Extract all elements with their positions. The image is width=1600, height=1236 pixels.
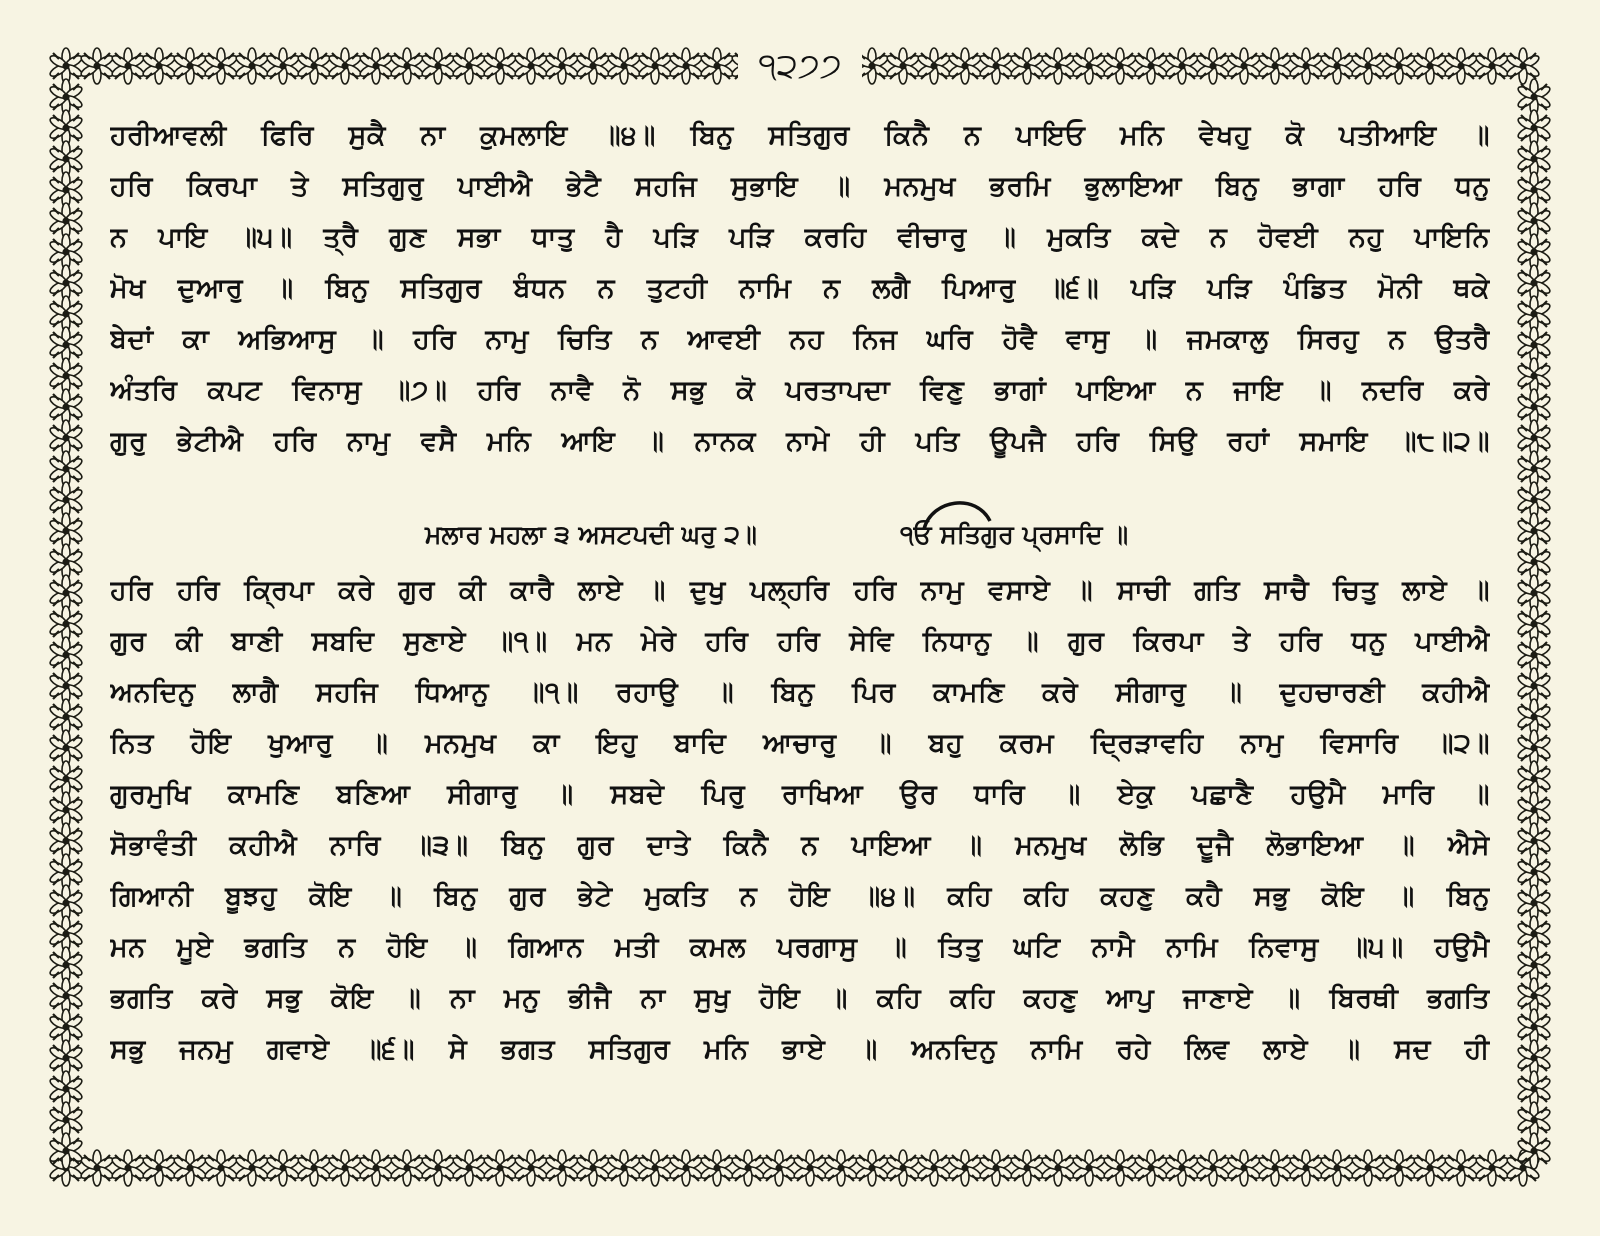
flower-ornament-icon: [978, 1150, 1013, 1186]
flower-ornament-icon: [141, 1150, 176, 1186]
text-line: ਨ ਪਾਇ ॥੫॥ ਤ੍ਰੈ ਗੁਣ ਸਭਾ ਧਾਤੁ ਹੈ ਪੜਿ ਪੜਿ ਕਰਹਿ ਵੀਚਾਰੁ ॥ ਮੁਕਤਿ ਕਦੇ ਨ ਹੋਵਈ ਨਹੁ ਪਾਇਨਿ: [110, 222, 1490, 253]
flower-ornament-icon: [823, 1150, 858, 1186]
flower-ornament-icon: [327, 1150, 362, 1186]
flower-ornament-icon: [1133, 48, 1168, 84]
text-line: ਗੁਰਮੁਖਿ ਕਾਮਣਿ ਬਣਿਆ ਸੀਗਾਰੁ ॥ ਸਬਦੇ ਪਿਰੁ ਰਾਖਿਆ ਉਰ ਧਾਰਿ ॥ ਏਕੁ ਪਛਾਣੈ ਹਉਮੈ ਮਾਰਿ ॥: [110, 779, 1490, 810]
flower-ornament-icon: [1381, 48, 1416, 84]
flower-ornament-icon: [1071, 1150, 1106, 1186]
flower-ornament-icon: [575, 48, 610, 84]
flower-ornament-icon: [1195, 48, 1230, 84]
flower-ornament-icon: [885, 1150, 920, 1186]
flower-ornament-icon: [1040, 48, 1075, 84]
flower-ornament-icon: [451, 48, 486, 84]
flower-ornament-icon: [1226, 1150, 1261, 1186]
flower-ornament-icon: [1257, 48, 1292, 84]
flower-ornament-icon: [668, 1150, 703, 1186]
text-line: ਹਰਿ ਹਰਿ ਕ੍ਰਿਪਾ ਕਰੇ ਗੁਰ ਕੀ ਕਾਰੈ ਲਾਏ ॥ ਦੁਖੁ ਪਲ੍ਹਰਿ ਹਰਿ ਨਾਮੁ ਵਸਾਏ ॥ ਸਾਚੀ ਗਤਿ ਸਾਚੈ ਚਿਤੁ ਲਾਏ ॥: [110, 575, 1490, 606]
flower-ornament-icon: [544, 48, 579, 84]
flower-ornament-icon: [172, 1150, 207, 1186]
flower-ornament-icon: [1443, 48, 1478, 84]
flower-ornament-icon: [389, 48, 424, 84]
flower-ornament-icon: [1288, 1150, 1323, 1186]
flower-ornament-icon: [730, 1150, 765, 1186]
flower-ornament-icon: [916, 1150, 951, 1186]
flower-ornament-icon: [854, 1150, 889, 1186]
flower-ornament-icon: [885, 48, 920, 84]
flower-ornament-icon: [234, 48, 269, 84]
text-line: ਗੁਰ ਕੀ ਬਾਣੀ ਸਬਦਿ ਸੁਣਾਏ ॥੧॥ ਮਨ ਮੇਰੇ ਹਰਿ ਹਰਿ ਸੇਵਿ ਨਿਧਾਨੁ ॥ ਗੁਰ ਕਿਰਪਾ ਤੇ ਹਰਿ ਧਨੁ ਪਾਈਐ: [110, 626, 1490, 657]
flower-ornament-icon: [79, 1150, 114, 1186]
section-one: [110, 110, 1490, 467]
flower-ornament-icon: [1009, 48, 1044, 84]
flower-ornament-icon: [513, 1150, 548, 1186]
text-line: ਭਗਤਿ ਕਰੇ ਸਭੁ ਕੋਇ ॥ ਨਾ ਮਨੁ ਭੀਜੈ ਨਾ ਸੁਖੁ ਹੋਇ ॥ ਕਹਿ ਕਹਿ ਕਹਣੁ ਆਪੁ ਜਾਣਾਏ ॥ ਬਿਰਥੀ ਭਗਤਿ: [110, 983, 1490, 1014]
flower-ornament-icon: [327, 48, 362, 84]
flower-ornament-icon: [1288, 48, 1323, 84]
flower-ornament-icon: [1474, 1150, 1509, 1186]
text-line: ਨਿਤ ਹੋਇ ਖੁਆਰੁ ॥ ਮਨਮੁਖ ਕਾ ਇਹੁ ਬਾਦਿ ਆਚਾਰੁ ॥ ਬਹੁ ਕਰਮ ਦ੍ਰਿੜਾਵਹਿ ਨਾਮੁ ਵਿਸਾਰਿ ॥੨॥: [110, 728, 1490, 759]
flower-ornament-icon: [1350, 48, 1385, 84]
flower-ornament-icon: [947, 48, 982, 84]
flower-ornament-icon: [265, 48, 300, 84]
flower-ornament-icon: [296, 1150, 331, 1186]
flower-ornament-icon: [358, 1150, 393, 1186]
flower-ornament-icon: [1443, 1150, 1478, 1186]
flower-ornament-icon: [1040, 1150, 1075, 1186]
flower-ornament-icon: [1133, 1150, 1168, 1186]
flower-ornament-icon: [575, 1150, 610, 1186]
flower-ornament-icon: [296, 48, 331, 84]
flower-ornament-icon: [606, 48, 641, 84]
section-spacer: [110, 467, 1490, 505]
flower-ornament-icon: [110, 1150, 145, 1186]
flower-ornament-icon: [141, 48, 176, 84]
flower-ornament-icon: [1102, 1150, 1137, 1186]
flower-ornament-icon: [1102, 48, 1137, 84]
flower-ornament-icon: [389, 1150, 424, 1186]
flower-ornament-icon: [947, 1150, 982, 1186]
text-line: ਗਿਆਨੀ ਬੂਝਹੁ ਕੋਇ ॥ ਬਿਨੁ ਗੁਰ ਭੇਟੇ ਮੁਕਤਿ ਨ ਹੋਇ ॥੪॥ ਕਹਿ ਕਹਿ ਕਹਣੁ ਕਹੈ ਸਭੁ ਕੋਇ ॥ ਬਿਨੁ: [110, 881, 1490, 912]
flower-ornament-icon: [482, 48, 517, 84]
flower-ornament-icon: [761, 1150, 796, 1186]
flower-ornament-icon: [420, 1150, 455, 1186]
heading-title: ਮਲਾਰ ਮਹਲਾ ੩ ਅਸਟਪਦੀ ਘਰੁ ੨॥: [425, 520, 757, 549]
text-line: ਸਭੁ ਜਨਮੁ ਗਵਾਏ ॥੬॥ ਸੇ ਭਗਤ ਸਤਿਗੁਰ ਮਨਿ ਭਾਏ ॥ ਅਨਦਿਨੁ ਨਾਮਿ ਰਹੇ ਲਿਵ ਲਾਏ ॥ ਸਦ ਹੀ: [110, 1034, 1490, 1065]
flower-ornament-icon: [513, 48, 548, 84]
flower-ornament-icon: [203, 1150, 238, 1186]
flower-ornament-icon: [637, 1150, 672, 1186]
flower-ornament-icon: [265, 1150, 300, 1186]
text-line: ਬੇਦਾਂ ਕਾ ਅਭਿਆਸੁ ॥ ਹਰਿ ਨਾਮੁ ਚਿਤਿ ਨ ਆਵਈ ਨਹ ਨਿਜ ਘਰਿ ਹੋਵੈ ਵਾਸੁ ॥ ਜਮਕਾਲੁ ਸਿਰਹੁ ਨ ਉਤਰੈ: [110, 324, 1490, 355]
text-line: ਹਰਿ ਕਿਰਪਾ ਤੇ ਸਤਿਗੁਰੁ ਪਾਈਐ ਭੇਟੈ ਸਹਜਿ ਸੁਭਾਇ ॥ ਮਨਮੁਖ ਭਰਮਿ ਭੁਲਾਇਆ ਬਿਨੁ ਭਾਗਾ ਹਰਿ ਧਨੁ: [110, 171, 1490, 202]
text-line: ਮੋਖ ਦੁਆਰੁ ॥ ਬਿਨੁ ਸਤਿਗੁਰ ਬੰਧਨ ਨ ਤੁਟਹੀ ਨਾਮਿ ਨ ਲਗੈ ਪਿਆਰੁ ॥੬॥ ਪੜਿ ਪੜਿ ਪੰਡਿਤ ਮੋਨੀ ਥਕੇ: [110, 273, 1490, 304]
flower-ornament-icon: [544, 1150, 579, 1186]
flower-ornament-icon: [451, 1150, 486, 1186]
flower-ornament-icon: [1412, 1150, 1447, 1186]
flower-ornament-icon: [699, 48, 734, 84]
flower-ornament-icon: [916, 48, 951, 84]
section-two: [110, 565, 1490, 1075]
flower-ornament-icon: [1474, 48, 1509, 84]
flower-ornament-icon: [234, 1150, 269, 1186]
flower-ornament-icon: [1164, 1150, 1199, 1186]
flower-ornament-icon: [1412, 48, 1447, 84]
flower-ornament-icon: [1381, 1150, 1416, 1186]
flower-ornament-icon: [172, 48, 207, 84]
heading-invocation: ੧ਓ ਸਤਿਗੁਰ ਪ੍ਰਸਾਦਿ ॥: [900, 520, 1129, 549]
flower-ornament-icon: [1350, 1150, 1385, 1186]
flower-ornament-icon: [1257, 1150, 1292, 1186]
flower-ornament-icon: [79, 48, 114, 84]
text-line: ਗੁਰੁ ਭੇਟੀਐ ਹਰਿ ਨਾਮੁ ਵਸੈ ਮਨਿ ਆਇ ॥ ਨਾਨਕ ਨਾਮੇ ਹੀ ਪਤਿ ਊਪਜੈ ਹਰਿ ਸਿਉ ਰਹਾਂ ਸਮਾਇ ॥੮॥੨॥: [110, 426, 1490, 457]
flower-ornament-icon: [1071, 48, 1106, 84]
flower-ornament-icon: [792, 1150, 827, 1186]
flower-ornament-icon: [637, 48, 672, 84]
flower-ornament-icon: [1009, 1150, 1044, 1186]
text-line: ਸੋਭਾਵੰਤੀ ਕਹੀਐ ਨਾਰਿ ॥੩॥ ਬਿਨੁ ਗੁਰ ਦਾਤੇ ਕਿਨੈ ਨ ਪਾਇਆ ॥ ਮਨਮੁਖ ਲੋਭਿ ਦੂਜੈ ਲੋਭਾਇਆ ॥ ਐਸੇ: [110, 830, 1490, 861]
section-heading: [110, 505, 1490, 565]
text-line: ਅੰਤਰਿ ਕਪਟ ਵਿਨਾਸੁ ॥੭॥ ਹਰਿ ਨਾਵੈ ਨੋ ਸਭੁ ਕੋ ਪਰਤਾਪਦਾ ਵਿਣੁ ਭਾਗਾਂ ਪਾਇਆ ਨ ਜਾਇ ॥ ਨਦਰਿ ਕਰੇ: [110, 375, 1490, 406]
text-line: ਮਨ ਮੂਏ ਭਗਤਿ ਨ ਹੋਇ ॥ ਗਿਆਨ ਮਤੀ ਕਮਲ ਪਰਗਾਸੁ ॥ ਤਿਤੁ ਘਟਿ ਨਾਮੈ ਨਾਮਿ ਨਿਵਾਸੁ ॥੫॥ ਹਉਮੈ: [110, 932, 1490, 963]
flower-ornament-icon: [110, 48, 145, 84]
flower-ornament-icon: [482, 1150, 517, 1186]
text-line: ਅਨਦਿਨੁ ਲਾਗੈ ਸਹਜਿ ਧਿਆਨੁ ॥੧॥ ਰਹਾਉ ॥ ਬਿਨੁ ਪਿਰ ਕਾਮਣਿ ਕਰੇ ਸੀਗਾਰੁ ॥ ਦੁਹਚਾਰਣੀ ਕਹੀਐ: [110, 677, 1490, 708]
flower-ornament-icon: [699, 1150, 734, 1186]
flower-ornament-icon: [358, 48, 393, 84]
flower-ornament-icon: [1319, 48, 1354, 84]
flower-ornament-icon: [1164, 48, 1199, 84]
flower-ornament-icon: [48, 1133, 83, 1169]
text-line: ਹਰੀਆਵਲੀ ਫਿਰਿ ਸੁਕੈ ਨਾ ਕੁਮਲਾਇ ॥੪॥ ਬਿਨੁ ਸਤਿਗੁਰ ਕਿਨੈ ਨ ਪਾਇਓ ਮਨਿ ਵੇਖਹੁ ਕੋ ਪਤੀਆਇ ॥: [110, 120, 1490, 151]
flower-ornament-icon: [606, 1150, 641, 1186]
page-number: ੧੨੭੭: [738, 38, 862, 94]
flower-ornament-icon: [668, 48, 703, 84]
flower-ornament-icon: [420, 48, 455, 84]
flower-ornament-icon: [1319, 1150, 1354, 1186]
flower-ornament-icon: [1195, 1150, 1230, 1186]
scripture-text-body: [110, 110, 1490, 1110]
flower-ornament-icon: [978, 48, 1013, 84]
flower-ornament-icon: [1226, 48, 1261, 84]
flower-ornament-icon: [203, 48, 238, 84]
